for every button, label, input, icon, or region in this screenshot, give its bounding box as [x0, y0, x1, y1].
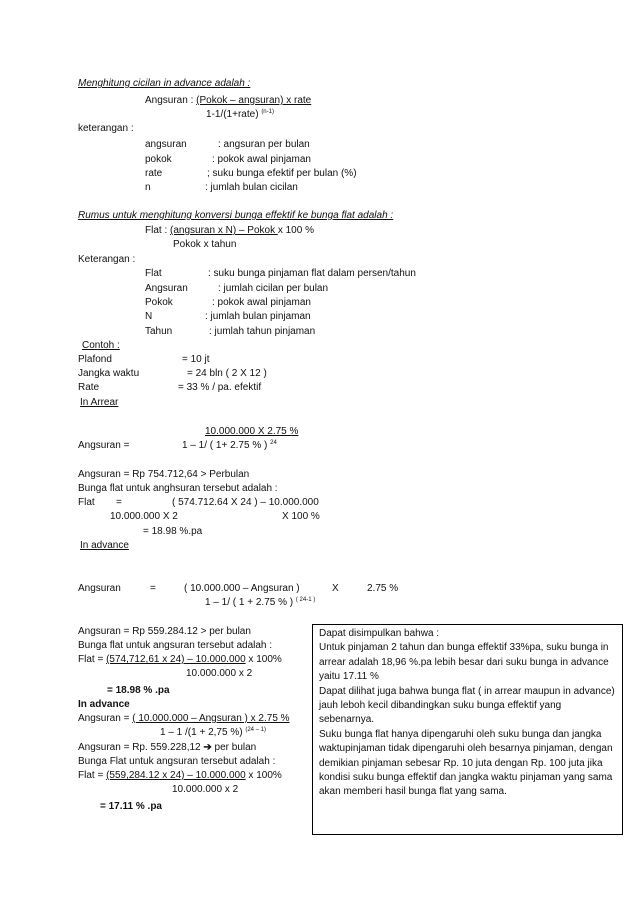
- conclusion-heading: Dapat disimpulkan bahwa :: [319, 628, 440, 639]
- arrear-flat-result: = 18.98 %.pa: [143, 526, 203, 537]
- conclusion-paragraph: Suku bunga flat hanya dipengaruhi oleh suku bunga dan jangka waktupinjaman tidak dipengaruhi oleh besarnya pinjaman, dengan demikian pinjaman sebesar Rp. 10 juta dengan Rp. 100 juta jika kondisi suku bunga effektif dan jangka waktu pinjaman yang sama akan memberi hasil bunga flat yang sama.: [319, 728, 613, 798]
- arrear-numerator: 10.000.000 X 2.75 %: [205, 426, 299, 437]
- arrear-flat-denominator: 10.000.000 X 2: [110, 511, 178, 522]
- advance1-flat-lead: Flat =: [78, 654, 107, 665]
- s1-formula-lead: Angsuran :: [145, 95, 197, 106]
- conclusion-paragraph: Untuk pinjaman 2 tahun dan bunga effektif 33%pa, suku bunga in arrear adalah 18,96 %.pa lebih besar dari suku bunga in advance yaitu 17.11 %: [319, 642, 609, 683]
- advance1-title: In advance: [80, 540, 129, 551]
- arrear-result: Angsuran = Rp 754.712,64 > Perbulan: [78, 469, 250, 480]
- arrear-lhs: Angsuran =: [78, 440, 130, 451]
- advance1-flat-num: (574,712,61 x 24) – 10.000.000: [106, 654, 246, 665]
- advance1-flat-numerator: [78, 654, 282, 666]
- contoh-label: Jangka waktu: [78, 368, 140, 379]
- s1-formula-exponent: (n-1): [261, 109, 274, 115]
- s2-def-desc: : pokok awal pinjaman: [212, 297, 311, 308]
- s1-keterangan-label: keterangan :: [78, 123, 134, 134]
- s1-formula-den: 1-1/(1+rate): [206, 109, 262, 120]
- s2-formula-denominator: Pokok x tahun: [173, 239, 237, 250]
- section1-title: Menghitung cicilan in advance adalah :: [78, 78, 251, 89]
- arrear-flat-intro: Bunga flat untuk anghsuran tersebut adalah :: [78, 483, 278, 494]
- s2-def-desc: : jumlah tahun pinjaman: [209, 326, 316, 337]
- contoh-label: Plafond: [78, 354, 112, 365]
- s2-formula-lead: Flat :: [145, 225, 171, 236]
- contoh-value: = 10 jt: [182, 354, 210, 365]
- s2-def-desc: : suku bunga pinjaman flat dalam persen/tahun: [208, 268, 416, 279]
- advance1-den: 1 – 1/ ( 1 + 2.75 % ): [205, 597, 296, 608]
- s1-formula-num: (Pokok – angsuran) x rate: [196, 95, 312, 106]
- s2-formula-num: (angsuran x N) – Pokok: [170, 225, 278, 236]
- advance1-lhs: Angsuran: [78, 583, 121, 594]
- arrear-denominator: [182, 440, 277, 452]
- arrear-flat-numerator: ( 574.712.64 X 24 ) – 10.000.000: [172, 497, 319, 508]
- arrear-flat-lhs: Flat: [78, 497, 95, 508]
- advance2-flat-result: = 17.11 % .pa: [100, 801, 162, 812]
- advance1-x: X: [332, 583, 339, 594]
- contoh-label: Rate: [78, 382, 100, 393]
- advance1-flat-tail: x 100%: [245, 654, 282, 665]
- s2-def-term: Tahun: [145, 326, 173, 337]
- contoh-value: = 24 bln ( 2 X 12 ): [187, 368, 267, 379]
- s2-formula-numerator: [145, 225, 314, 237]
- advance1-exponent: ( 24-1 ): [295, 597, 316, 603]
- advance2-flat-intro: Bunga Flat untuk angsuran tersebut adalah :: [78, 756, 276, 767]
- s2-def-desc: : jumlah cicilan per bulan: [218, 283, 329, 294]
- s2-formula-tail: x 100 %: [277, 225, 314, 236]
- conclusion-box: [312, 624, 623, 835]
- s1-def-term: angsuran: [145, 139, 187, 150]
- s2-def-term: N: [145, 311, 153, 322]
- advance2-flat-tail: x 100%: [245, 770, 282, 781]
- advance2-num: ( 10.000.000 – Angsuran ) x 2.75 %: [132, 713, 290, 724]
- arrear-flat-eq: =: [116, 497, 122, 508]
- advance1-flat-result: = 18.98 % .pa: [107, 685, 170, 696]
- advance1-numerator: ( 10.000.000 – Angsuran ): [184, 583, 300, 594]
- s1-def-desc: : angsuran per bulan: [218, 139, 310, 150]
- advance2-exponent: (24 – 1): [245, 727, 267, 733]
- s2-keterangan-label: Keterangan :: [78, 254, 136, 265]
- s2-def-term: Angsuran: [145, 283, 188, 294]
- advance1-flat-intro: Bunga flat untuk angsuran tersebut adalah :: [78, 640, 273, 651]
- advance1-flat-denominator: 10.000.000 x 2: [186, 668, 253, 679]
- advance2-result: [78, 742, 256, 754]
- contoh-title: Contoh :: [82, 340, 120, 351]
- s1-def-desc: ; suku bunga efektif per bulan (%): [207, 168, 357, 179]
- arrear-den: 1 – 1/ ( 1+ 2.75 % ): [182, 440, 271, 451]
- advance2-flat-lead: Flat =: [78, 770, 107, 781]
- s1-def-desc: : pokok awal pinjaman: [212, 154, 311, 165]
- s1-formula-numerator: [145, 95, 311, 107]
- advance1-result: Angsuran = Rp 559.284.12 > per bulan: [78, 626, 251, 637]
- advance1-rate: 2.75 %: [367, 583, 399, 594]
- s1-def-term: pokok: [145, 154, 172, 165]
- arrear-exponent: 24: [270, 440, 277, 446]
- conclusion-paragraph: Dapat dilihat juga bahwa bunga flat ( in arrear maupun in advance) jauh leboh kecil dibandingkan suku bunga effektif yang sebenarnya.: [319, 685, 615, 726]
- s1-formula-denominator: [206, 109, 274, 121]
- advance2-title: In advance: [78, 699, 130, 710]
- advance2-flat-num: (559,284.12 x 24) – 10.000.000: [106, 770, 246, 781]
- advance2-numerator: [78, 713, 290, 725]
- arrear-flat-mult: X 100 %: [282, 511, 320, 522]
- s1-def-term: rate: [145, 168, 163, 179]
- advance1-eq: =: [150, 583, 156, 594]
- advance2-lead: Angsuran =: [78, 713, 133, 724]
- advance2-flat-numerator: [78, 770, 282, 782]
- right-arrow-icon: ➔: [203, 742, 212, 753]
- advance2-result-lead: Angsuran = Rp. 559.228,12: [78, 742, 204, 753]
- s1-def-term: n: [145, 182, 151, 193]
- s2-def-term: Flat: [145, 268, 162, 279]
- s2-def-term: Pokok: [145, 297, 173, 308]
- s2-def-desc: : jumlah bulan pinjaman: [205, 311, 311, 322]
- advance1-denominator: [205, 597, 315, 609]
- contoh-value: = 33 % / pa. efektif: [178, 382, 262, 393]
- advance2-denominator: [160, 727, 266, 739]
- advance2-result-tail: per bulan: [211, 742, 257, 753]
- section2-title: Rumus untuk menghitung konversi bunga effektif ke bunga flat adalah :: [78, 210, 394, 221]
- advance2-flat-denominator: 10.000.000 x 2: [172, 784, 239, 795]
- arrear-title: In Arrear: [80, 397, 119, 408]
- s1-def-desc: : jumlah bulan cicilan: [205, 182, 298, 193]
- advance2-den: 1 – 1 /(1 + 2,75 %): [160, 727, 246, 738]
